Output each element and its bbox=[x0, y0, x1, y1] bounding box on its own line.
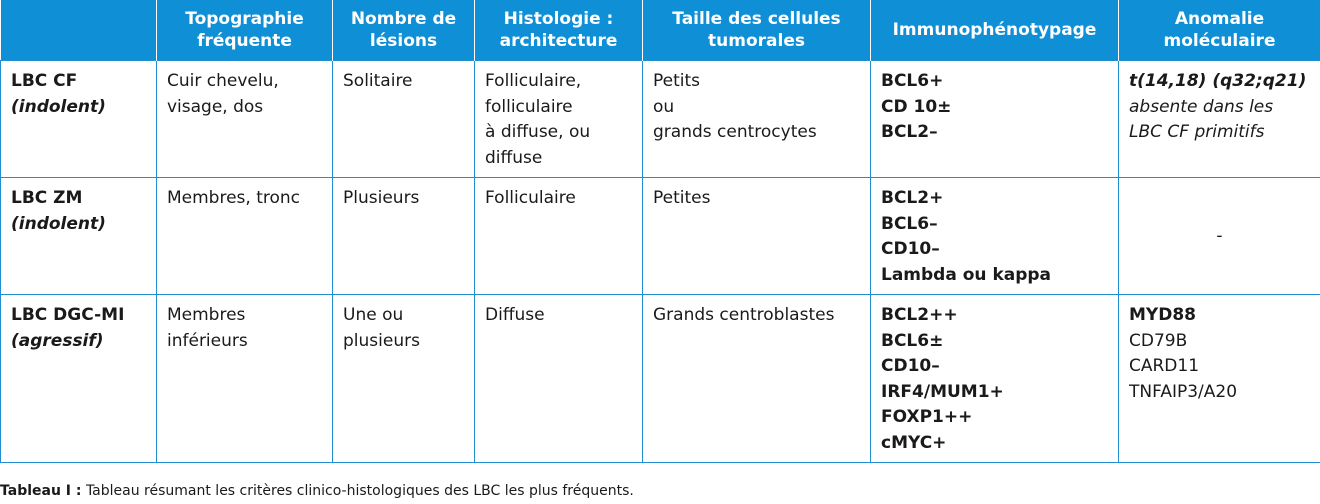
row-qualifier: (indolent) bbox=[11, 213, 106, 234]
cell-histologie bbox=[475, 295, 643, 463]
cell-line: Folliculaire bbox=[485, 188, 576, 208]
cell-line: absente dans les bbox=[1129, 96, 1274, 117]
cell-lesions bbox=[333, 295, 475, 463]
cell-line: Petits bbox=[653, 71, 701, 91]
header-topographie: Topographie fréquente bbox=[157, 0, 333, 61]
row-name: LBC DGC-MI bbox=[11, 305, 125, 325]
cell-line: plusieurs bbox=[343, 330, 420, 351]
row-qualifier: (agressif) bbox=[11, 330, 104, 351]
cell-line: Membres bbox=[167, 305, 246, 325]
cell-line: Grands centroblastes bbox=[653, 305, 835, 325]
row-label bbox=[1, 295, 157, 463]
cell-line: MYD88 bbox=[1129, 305, 1196, 325]
cell-anomalie bbox=[1119, 178, 1320, 295]
cell-line: ou bbox=[653, 96, 675, 117]
cell-line: grands centrocytes bbox=[653, 122, 817, 142]
cell-histologie bbox=[475, 61, 643, 178]
cell-line: CD79B bbox=[1129, 330, 1188, 351]
row-name: LBC ZM bbox=[11, 188, 83, 208]
cell-line: CD10– bbox=[881, 239, 940, 259]
cell-line: TNFAIP3/A20 bbox=[1129, 381, 1238, 402]
header-histologie: Histologie : architecture bbox=[475, 0, 643, 61]
cell-lesions bbox=[333, 178, 475, 295]
cell-topographie bbox=[157, 178, 333, 295]
cell-line: CD 10± bbox=[881, 96, 952, 117]
cell-line: BCL6± bbox=[881, 330, 944, 351]
header-anomalie: Anomalie moléculaire bbox=[1119, 0, 1320, 61]
header-taille-cellules: Taille des cellules tumorales bbox=[643, 0, 871, 61]
caption-text: Tableau résumant les critères clinico-histologiques des LBC les plus fréquents. bbox=[85, 483, 634, 499]
caption-label: Tableau I : bbox=[0, 483, 82, 499]
cell-line: visage, dos bbox=[167, 96, 264, 117]
cell-line: folliculaire bbox=[485, 96, 573, 117]
cell-line: Cuir chevelu, bbox=[167, 71, 279, 91]
cell-line: CARD11 bbox=[1129, 356, 1200, 376]
header-immunophenotypage: Immunophénotypage bbox=[871, 0, 1119, 61]
cell-taille bbox=[643, 61, 871, 178]
cell-line: IRF4/MUM1+ bbox=[881, 381, 1004, 402]
cell-line: BCL2– bbox=[881, 122, 938, 142]
cell-line: Folliculaire, bbox=[485, 71, 582, 91]
table-row bbox=[1, 61, 1320, 178]
cell-topographie bbox=[157, 295, 333, 463]
cell-line: à diffuse, ou bbox=[485, 122, 591, 142]
cell-line: Membres, tronc bbox=[167, 188, 301, 208]
row-label bbox=[1, 61, 157, 178]
cell-line: Une ou bbox=[343, 305, 404, 325]
cell-line: LBC CF primitifs bbox=[1129, 122, 1265, 142]
cell-line: BCL2+ bbox=[881, 188, 944, 208]
cell-line: Diffuse bbox=[485, 305, 545, 325]
header-nombre-lesions: Nombre de lésions bbox=[333, 0, 475, 61]
header-corner bbox=[1, 0, 157, 61]
cell-topographie bbox=[157, 61, 333, 178]
header-row bbox=[1, 0, 1320, 61]
cell-line: FOXP1++ bbox=[881, 407, 973, 427]
cell-line: Lambda ou kappa bbox=[881, 264, 1052, 285]
cell-lesions bbox=[333, 61, 475, 178]
table-caption bbox=[0, 482, 634, 500]
cell-line: inférieurs bbox=[167, 330, 248, 351]
cell-line: Solitaire bbox=[343, 71, 413, 91]
cell-line: BCL2++ bbox=[881, 305, 958, 325]
cell-taille bbox=[643, 295, 871, 463]
cell-immuno bbox=[871, 295, 1119, 463]
row-label bbox=[1, 178, 157, 295]
row-qualifier: (indolent) bbox=[11, 96, 106, 117]
cell-line: t(14,18) (q32;q21) bbox=[1129, 71, 1307, 91]
cell-immuno bbox=[871, 61, 1119, 178]
cell-immuno bbox=[871, 178, 1119, 295]
cell-histologie bbox=[475, 178, 643, 295]
cell-line: BCL6+ bbox=[881, 71, 944, 91]
cell-line: diffuse bbox=[485, 147, 543, 168]
row-name: LBC CF bbox=[11, 71, 78, 91]
cell-line: CD10– bbox=[881, 356, 940, 376]
cell-line: cMYC+ bbox=[881, 432, 947, 453]
cell-line: - bbox=[1216, 226, 1223, 247]
cell-line: Plusieurs bbox=[343, 188, 420, 208]
table-row bbox=[1, 178, 1320, 295]
cell-line: BCL6– bbox=[881, 213, 938, 234]
cell-anomalie bbox=[1119, 295, 1320, 463]
cell-anomalie bbox=[1119, 61, 1320, 178]
cell-line: Petites bbox=[653, 188, 711, 208]
table-row bbox=[1, 295, 1320, 463]
cell-taille bbox=[643, 178, 871, 295]
